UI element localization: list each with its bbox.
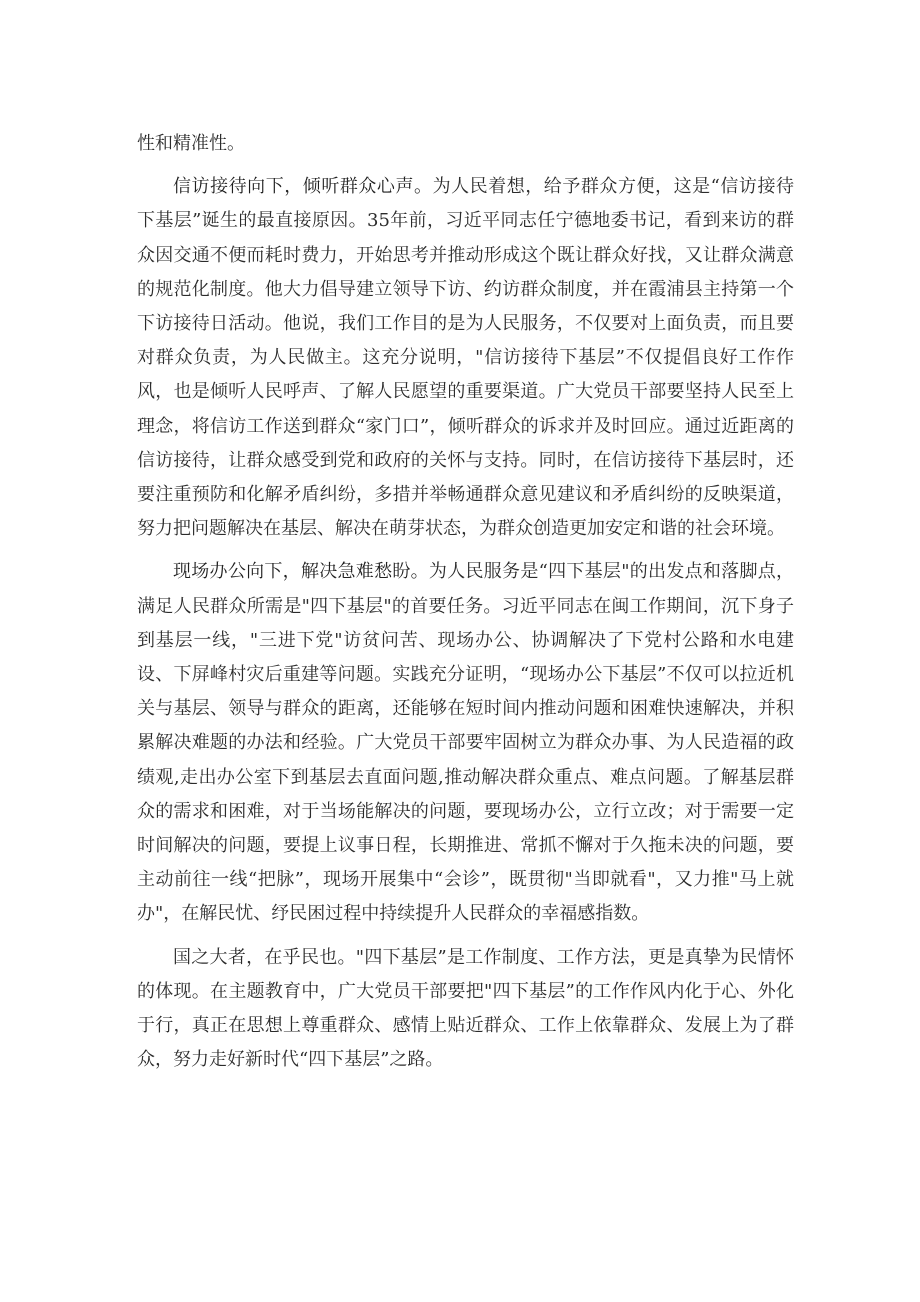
paragraph-text: 为人民着想，给予群众方便，这是“信访接待下基层”诞生的最直接原因。35年前，习近平同志任宁德地委书记，看到来访的群众因交通不便而耗时费力，开始思考并推动形成这个既让群众好找，又让群众满意的规范化制度。他大力倡导建立领导下访、约访群众制度，并在霞浦县主持第一个下访接待日活动。他说，我们工作目的是为人民服务，不仅要对上面负责，而且要对群众负责，为人民做主。这充分说明，"信访接待下基层”不仅提倡良好工作作风，也是倾听人民呼声、了解人民愿望的重要渠道。广大党员干部要坚持人民至上理念，将信访工作送到群众“家门口”，倾听群众的诉求并及时回应。通过近距离的信访接待，让群众感受到党和政府的关怀与支持。同时，在信访接待下基层时，还要注重预防和化解矛盾纠纷，多措并举畅通群众意见建议和矛盾纠纷的反映渠道，努力把问题解决在基层、解决在萌芽状态，为群众创造更加安定和谐的社会环境。	[137, 176, 795, 540]
paragraph-text: 性和精准性。	[137, 133, 245, 154]
paragraph-text: 国之大者，在乎民也。"四下基层”是工作制度、工作方法，更是真挚为民情怀的体现。在主题教育中，广大党员干部要把"四下基层”的工作作风内化于心、外化于行，真正在思想上尊重群众、感情上贴近群众、工作上依靠群众、发展上为了群众，努力走好新时代“四下基层”之路。	[137, 946, 794, 1071]
paragraph-onsite-office	[137, 555, 794, 931]
document-body	[137, 127, 794, 1077]
paragraph-conclusion	[137, 941, 794, 1078]
paragraph-lead: 现场办公向下，解决急难愁盼。	[173, 561, 429, 583]
paragraph-petition-reception	[137, 170, 794, 546]
paragraph-text: 为人民服务是“四下基层"的出发点和落脚点，满足人民群众所需是"四下基层"的首要任务。习近平同志在闽工作期间，沉下身子到基层一线，"三进下党"访贫问苦、现场办公、协调解决了下党村公路和水电建设、下屏峰村灾后重建等问题。实践充分证明，“现场办公下基层”不仅可以拉近机关与基层、领导与群众的距离，还能够在短时间内推动问题和困难快速解决，并积累解决难题的办法和经验。广大党员干部要牢固树立为群众办事、为人民造福的政绩观,走出办公室下到基层去直面问题,推动解决群众重点、难点问题。了解基层群众的需求和困难，对于当场能解决的问题，要现场办公，立行立改；对于需要一定时间解决的问题，要提上议事日程，长期推进、常抓不懈对于久拖未决的问题，要主动前往一线“把脉”，现场开展集中“会诊”，既贯彻"当即就看"，又力推"马上就办"，在解民忧、纾民困过程中持续提升人民群众的幸福感指数。	[137, 561, 794, 925]
paragraph-lead: 信访接待向下，倾听群众心声。	[173, 176, 433, 198]
paragraph-continuation	[137, 127, 794, 161]
